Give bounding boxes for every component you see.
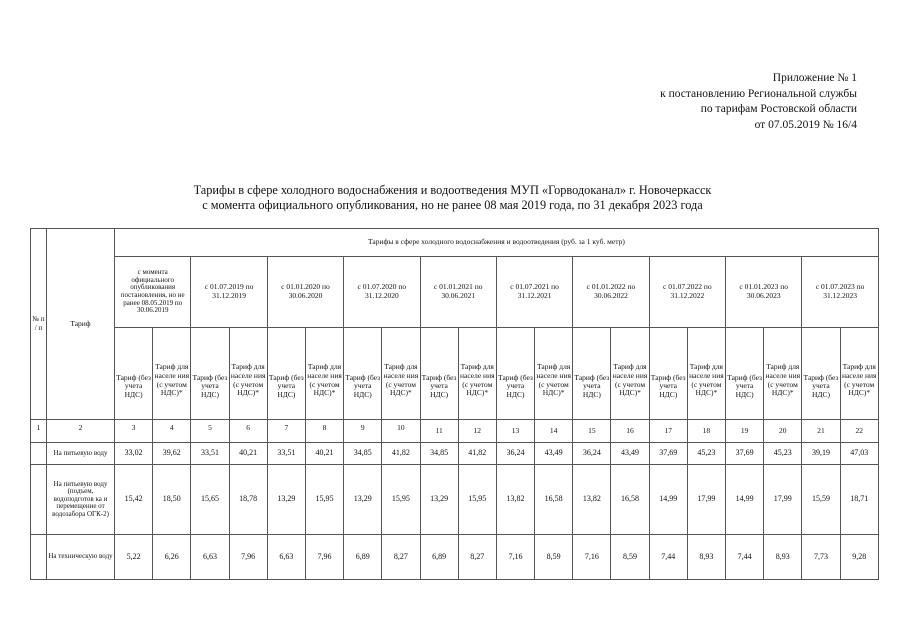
index-cell: 6	[229, 420, 267, 443]
subheader-with-vat: Тариф для населе ния (с учетом НДС)*	[535, 328, 573, 420]
index-row	[31, 420, 879, 443]
tariff-value: 34,85	[420, 443, 458, 465]
col-tariff-header: Тариф	[47, 229, 115, 420]
index-cell: 21	[802, 420, 840, 443]
tariff-value: 9,28	[840, 535, 878, 580]
tariff-value: 37,69	[726, 443, 764, 465]
row-number	[31, 465, 47, 535]
tariff-value: 41,82	[382, 443, 420, 465]
tariff-value: 13,82	[573, 465, 611, 535]
index-cell: 1	[31, 420, 47, 443]
index-cell: 10	[382, 420, 420, 443]
table-row	[31, 535, 879, 580]
subheader-no-vat: Тариф (без учета НДС)	[802, 328, 840, 420]
subheader-no-vat: Тариф (без учета НДС)	[649, 328, 687, 420]
tariff-value: 15,59	[802, 465, 840, 535]
subheader-no-vat: Тариф (без учета НДС)	[115, 328, 153, 420]
tariff-value: 41,82	[458, 443, 496, 465]
tariff-value: 15,95	[382, 465, 420, 535]
tariff-value: 47,03	[840, 443, 878, 465]
appendix-line: Приложение № 1	[772, 72, 857, 84]
tariff-value: 6,63	[191, 535, 229, 580]
tariff-value: 7,44	[649, 535, 687, 580]
index-cell: 12	[458, 420, 496, 443]
table-row	[31, 443, 879, 465]
tariff-value: 45,23	[687, 443, 725, 465]
row-tariff-name: На питьевую воду	[47, 443, 115, 465]
tariff-value: 39,62	[153, 443, 191, 465]
tariff-value: 16,58	[535, 465, 573, 535]
subheader-with-vat: Тариф для населе ния (с учетом НДС)*	[382, 328, 420, 420]
tariff-value: 15,42	[115, 465, 153, 535]
index-cell: 19	[726, 420, 764, 443]
subheader-with-vat: Тариф для населе ния (с учетом НДС)*	[229, 328, 267, 420]
index-cell: 5	[191, 420, 229, 443]
index-cell: 8	[305, 420, 343, 443]
tariff-value: 37,69	[649, 443, 687, 465]
index-cell: 4	[153, 420, 191, 443]
period-header: с 01.01.2020 по 30.06.2020	[267, 257, 343, 328]
period-header: с 01.01.2021 по 30.06.2021	[420, 257, 496, 328]
period-header: с 01.07.2022 по 31.12.2022	[649, 257, 725, 328]
tariff-value: 7,96	[305, 535, 343, 580]
subheader-with-vat: Тариф для населе ния (с учетом НДС)*	[305, 328, 343, 420]
tariff-value: 33,02	[115, 443, 153, 465]
title-line-2: с момента официального опубликования, но не ранее 08 мая 2019 года, по 31 декабря 2023 года	[202, 197, 703, 212]
subheader-no-vat: Тариф (без учета НДС)	[420, 328, 458, 420]
title-line-1: Тарифы в сфере холодного водоснабжения и водоотведения МУП «Горводоканал» г. Новочеркасск	[193, 183, 712, 197]
tariff-value: 8,27	[382, 535, 420, 580]
tariff-value: 8,59	[611, 535, 649, 580]
tariff-value: 7,44	[726, 535, 764, 580]
tariff-value: 18,78	[229, 465, 267, 535]
tariff-value: 13,29	[420, 465, 458, 535]
period-header: с 01.01.2023 по 30.06.2023	[726, 257, 802, 328]
tariff-value: 43,49	[535, 443, 573, 465]
subheader-no-vat: Тариф (без учета НДС)	[496, 328, 534, 420]
tariff-value: 33,51	[191, 443, 229, 465]
tariff-value: 7,16	[496, 535, 534, 580]
table-row	[31, 465, 879, 535]
period-header: с момента официального опубликования постановления, но не ранее 08.05.2019 по 30.06.2019	[115, 257, 191, 328]
tariff-value: 45,23	[764, 443, 802, 465]
tariff-value: 8,27	[458, 535, 496, 580]
tariff-value: 33,51	[267, 443, 305, 465]
tariff-value: 15,95	[458, 465, 496, 535]
subheader-no-vat: Тариф (без учета НДС)	[573, 328, 611, 420]
index-cell: 7	[267, 420, 305, 443]
tariff-value: 7,73	[802, 535, 840, 580]
tariff-value: 39,19	[802, 443, 840, 465]
tariff-value: 5,22	[115, 535, 153, 580]
col-no-header: № п / п	[31, 229, 47, 420]
row-number	[31, 443, 47, 465]
subheader-no-vat: Тариф (без учета НДС)	[267, 328, 305, 420]
index-cell: 17	[649, 420, 687, 443]
document-title	[0, 183, 905, 212]
index-cell: 3	[115, 420, 153, 443]
index-cell: 16	[611, 420, 649, 443]
subheader-with-vat: Тариф для населе ния (с учетом НДС)*	[687, 328, 725, 420]
appendix-block	[660, 71, 857, 133]
tariff-value: 8,93	[687, 535, 725, 580]
tariff-value: 34,85	[344, 443, 382, 465]
tariff-value: 16,58	[611, 465, 649, 535]
tariff-value: 43,49	[611, 443, 649, 465]
period-header: с 01.01.2022 по 30.06.2022	[573, 257, 649, 328]
tariff-value: 40,21	[229, 443, 267, 465]
tariff-value: 7,16	[573, 535, 611, 580]
header-row-periods	[31, 257, 879, 328]
subheader-with-vat: Тариф для населе ния (с учетом НДС)*	[764, 328, 802, 420]
tariff-value: 6,63	[267, 535, 305, 580]
index-cell: 18	[687, 420, 725, 443]
header-row-group	[31, 229, 879, 257]
tariff-value: 15,95	[305, 465, 343, 535]
period-header: с 01.07.2021 по 31.12.2021	[496, 257, 572, 328]
tariff-value: 14,99	[649, 465, 687, 535]
period-header: с 01.07.2019 по 31.12.2019	[191, 257, 267, 328]
appendix-line: от 07.05.2019 № 16/4	[754, 118, 857, 131]
row-tariff-name: На питьевую воду (подъем, водоподготов ка и перемещение от водозабора ОГК-2)	[47, 465, 115, 535]
tariff-value: 17,99	[764, 465, 802, 535]
tariff-value: 6,89	[420, 535, 458, 580]
period-header: с 01.07.2020 по 31.12.2020	[344, 257, 420, 328]
row-tariff-name: На техническую воду	[47, 535, 115, 580]
index-cell: 13	[496, 420, 534, 443]
tariff-table	[30, 228, 879, 580]
period-header: с 01.07.2023 по 31.12.2023	[802, 257, 879, 328]
subheader-no-vat: Тариф (без учета НДС)	[191, 328, 229, 420]
tariff-value: 40,21	[305, 443, 343, 465]
tariff-value: 7,96	[229, 535, 267, 580]
tariff-value: 36,24	[496, 443, 534, 465]
group-header: Тарифы в сфере холодного водоснабжения и водоотведения (руб. за 1 куб. метр)	[115, 229, 879, 257]
tariff-value: 36,24	[573, 443, 611, 465]
subheader-with-vat: Тариф для населе ния (с учетом НДС)*	[611, 328, 649, 420]
appendix-line: к постановлению Региональной службы	[660, 87, 857, 100]
tariff-value: 13,82	[496, 465, 534, 535]
subheader-no-vat: Тариф (без учета НДС)	[344, 328, 382, 420]
tariff-value: 15,65	[191, 465, 229, 535]
index-cell: 15	[573, 420, 611, 443]
index-cell: 9	[344, 420, 382, 443]
tariff-value: 14,99	[726, 465, 764, 535]
tariff-value: 13,29	[267, 465, 305, 535]
tariff-value: 6,26	[153, 535, 191, 580]
subheader-with-vat: Тариф для населе ния (с учетом НДС)*	[153, 328, 191, 420]
tariff-value: 8,93	[764, 535, 802, 580]
subheader-with-vat: Тариф для населе ния (с учетом НДС)*	[458, 328, 496, 420]
index-cell: 20	[764, 420, 802, 443]
tariff-value: 8,59	[535, 535, 573, 580]
row-number	[31, 535, 47, 580]
index-cell: 11	[420, 420, 458, 443]
index-cell: 14	[535, 420, 573, 443]
subheader-no-vat: Тариф (без учета НДС)	[726, 328, 764, 420]
tariff-value: 17,99	[687, 465, 725, 535]
subheader-with-vat: Тариф для населе ния (с учетом НДС)*	[840, 328, 878, 420]
header-row-subheaders	[31, 328, 879, 420]
tariff-value: 18,71	[840, 465, 878, 535]
index-cell: 22	[840, 420, 878, 443]
tariff-value: 18,50	[153, 465, 191, 535]
appendix-line: по тарифам Ростовской области	[700, 103, 857, 115]
tariff-value: 13,29	[344, 465, 382, 535]
index-cell: 2	[47, 420, 115, 443]
tariff-value: 6,89	[344, 535, 382, 580]
